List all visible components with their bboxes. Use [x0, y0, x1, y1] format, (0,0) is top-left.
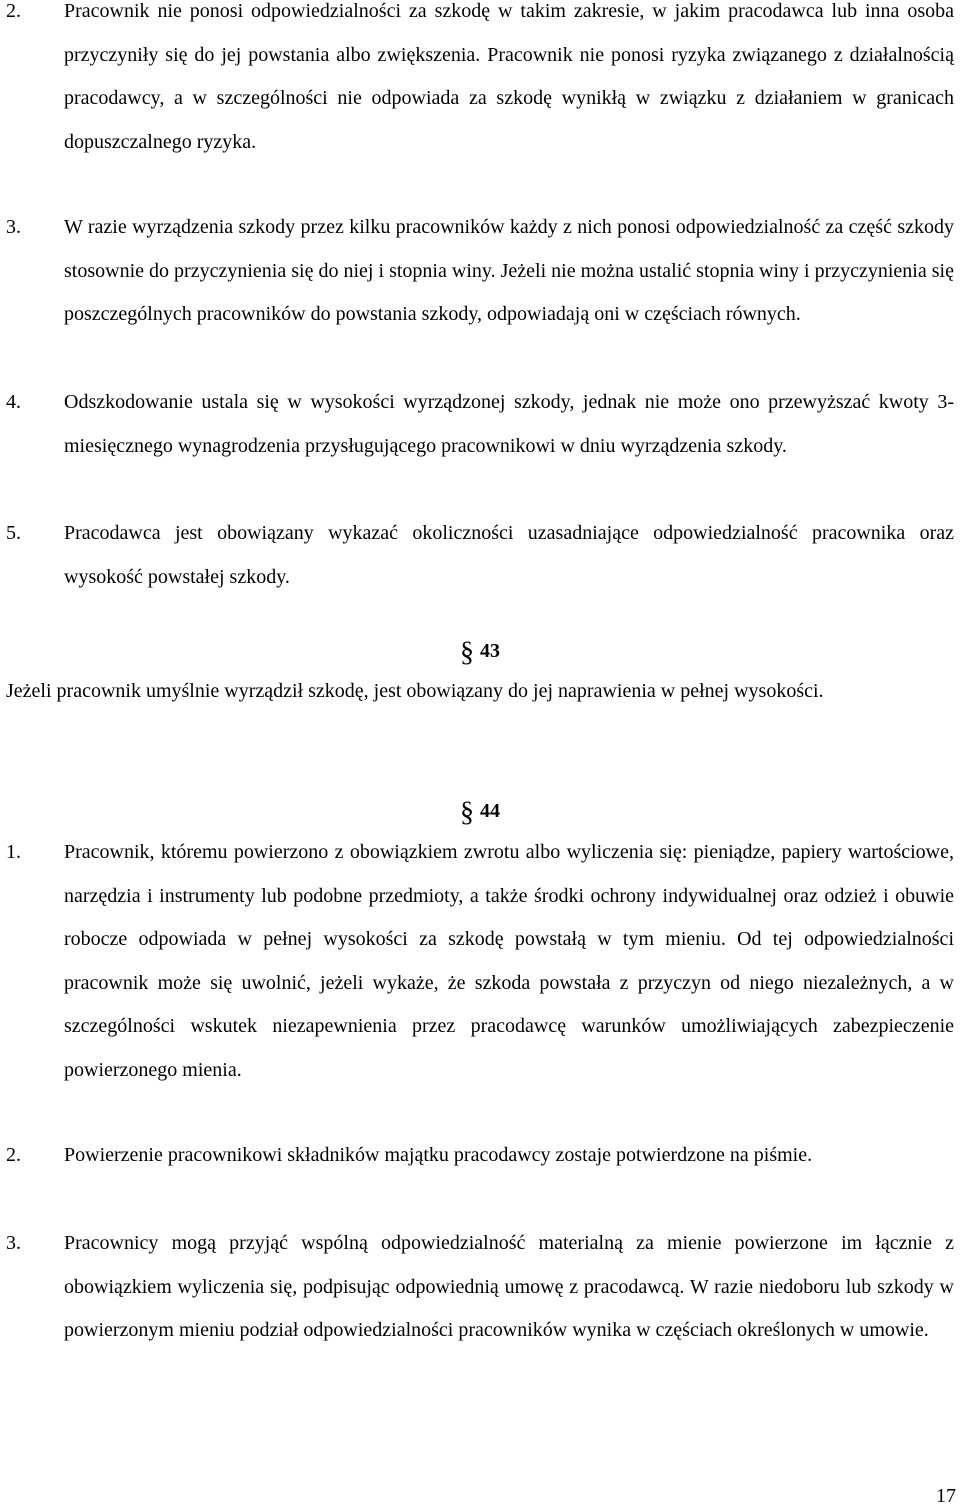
- section-symbol: §: [460, 637, 474, 668]
- section-number: 43: [480, 640, 500, 662]
- item-number: 2.: [6, 1144, 21, 1166]
- art42-item-5: [6, 512, 954, 599]
- art42-item-4: [6, 381, 954, 468]
- item-number: 4.: [6, 391, 21, 413]
- item-text: Powierzenie pracownikowi składników majątku pracodawcy zostaje potwierdzone na piśmie.: [64, 1144, 813, 1166]
- item-number: 5.: [6, 522, 21, 544]
- section-symbol: §: [460, 797, 474, 828]
- section-heading-43: [0, 634, 960, 666]
- item-number: 2.: [6, 0, 21, 22]
- item-number: 1.: [6, 841, 21, 863]
- item-text: Odszkodowanie ustala się w wysokości wyrządzonej szkody, jednak nie może ono przewyższać kwoty 3-miesięcznego wynagrodzenia przysługującego pracownikowi w dniu wyrządzenia szkody.: [64, 391, 954, 457]
- item-text: Pracownik nie ponosi odpowiedzialności za szkodę w takim zakresie, w jakim pracodawca lub inna osoba przyczyniły się do jej powstania albo zwiększenia. Pracownik nie ponosi ryzyka związanego z działalnością pracodawcy, a w szczególności nie odpowiada za szkodę wynikłą w związku z działaniem w granicach dopuszczalnego ryzyka.: [64, 0, 954, 153]
- item-number: 3.: [6, 216, 21, 238]
- art44-item-3: [6, 1222, 954, 1353]
- section-number: 44: [480, 800, 500, 822]
- art43-text: Jeżeli pracownik umyślnie wyrządził szkodę, jest obowiązany do jej naprawienia w pełnej wysokości.: [6, 680, 824, 702]
- item-number: 3.: [6, 1232, 21, 1254]
- item-text: W razie wyrządzenia szkody przez kilku pracowników każdy z nich ponosi odpowiedzialność za część szkody stosownie do przyczynienia się do niej i stopnia winy. Jeżeli nie można ustalić stopnia winy i przyczynienia się poszczególnych pracowników do powstania szkody, odpowiadają oni w częściach równych.: [64, 216, 954, 326]
- art44-item-1: [6, 831, 954, 1093]
- art42-item-3: [6, 206, 954, 337]
- item-text: Pracownik, któremu powierzono z obowiązkiem zwrotu albo wyliczenia się: pieniądze, papiery wartościowe, narzędzia i instrumenty lub podobne przedmioty, a także środki ochrony indywidualnej oraz odzież i obuwie robocze odpowiada w pełnej wysokości za szkodę powstałą w tym mieniu. Od tej odpowiedzialności pracownik może się uwolnić, jeżeli wykaże, że szkoda powstała z przyczyn od niego niezależnych, a w szczególności wskutek niezapewnienia przez pracodawcę warunków umożliwiających zabezpieczenie powierzonego mienia.: [64, 841, 954, 1081]
- item-text: Pracodawca jest obowiązany wykazać okoliczności uzasadniające odpowiedzialność pracownika oraz wysokość powstałej szkody.: [64, 522, 954, 588]
- item-text: Pracownicy mogą przyjąć wspólną odpowiedzialność materialną za mienie powierzone im łącznie z obowiązkiem wyliczenia się, podpisując odpowiednią umowę z pracodawcą. W razie niedoboru lub szkody w powierzonym mieniu podział odpowiedzialności pracowników wynika w częściach określonych w umowie.: [64, 1232, 954, 1342]
- art42-item-2: [6, 0, 954, 164]
- page-number: 17: [936, 1485, 956, 1507]
- section-heading-44: [0, 794, 960, 826]
- art44-item-2: [6, 1134, 954, 1178]
